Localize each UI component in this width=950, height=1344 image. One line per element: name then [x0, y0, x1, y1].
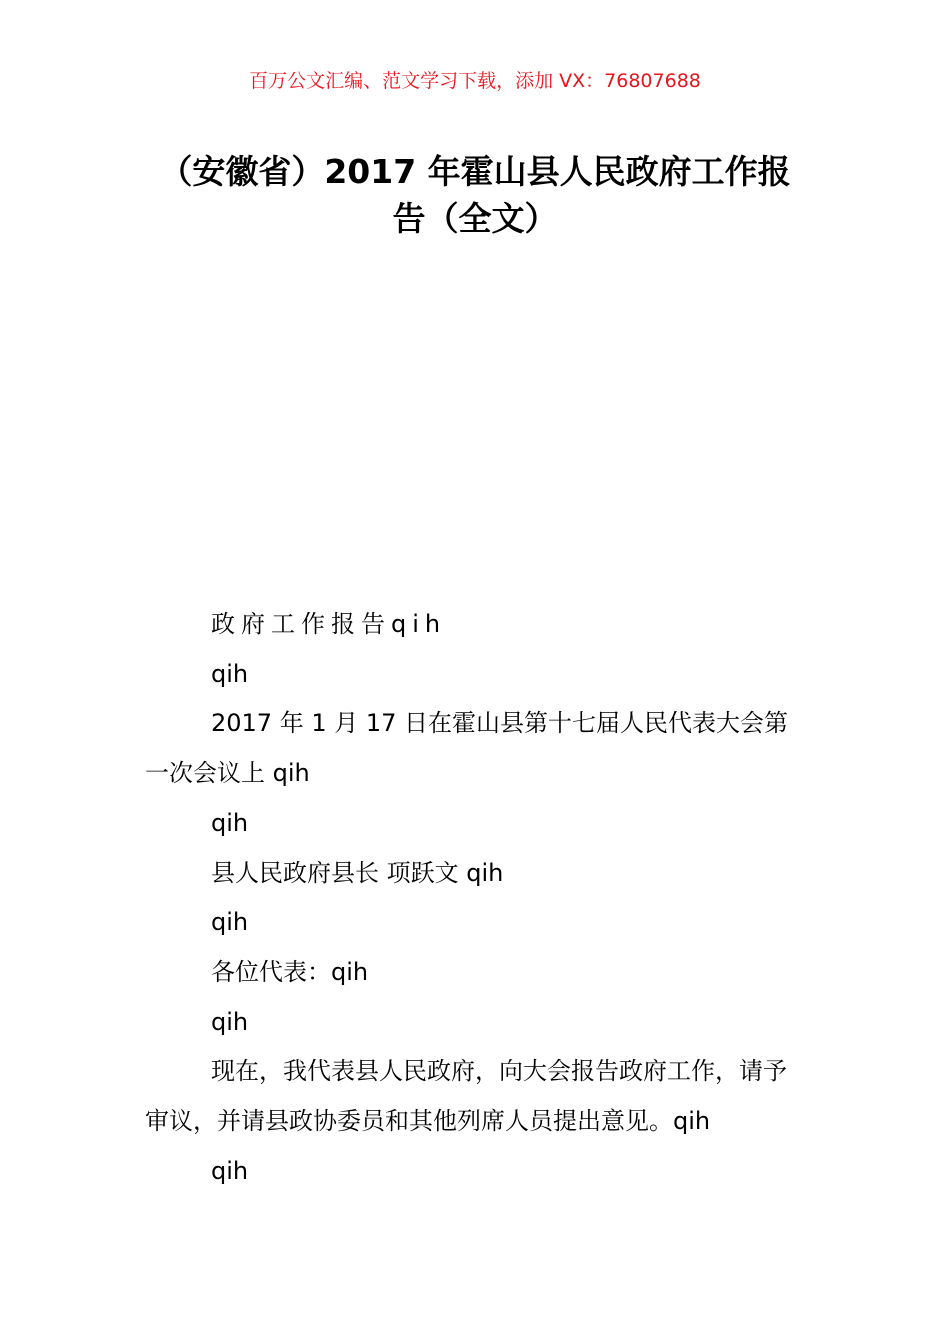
document-body — [145, 600, 807, 1196]
paragraph: qih — [211, 908, 249, 937]
header-banner: 百万公文汇编、范文学习下载，添加 VX：76807688 — [249, 70, 701, 92]
paragraph: qih — [211, 659, 249, 688]
paragraph-meeting-date: 2017 年 1 月 17 日在霍山县第十七届人民代表大会第一次会议上 qih — [145, 709, 789, 788]
document-title-line-1: （安徽省）2017 年霍山县人民政府工作报 — [159, 152, 791, 191]
document-title — [145, 148, 805, 242]
paragraph: qih — [211, 1156, 249, 1185]
document-title-line-2: 告（全文） — [392, 199, 558, 238]
paragraph-speaker: 县人民政府县长 项跃文 qih — [211, 858, 504, 887]
paragraph-opening: 现在，我代表县人民政府，向大会报告政府工作，请予审议，并请县政协委员和其他列席人员提出意见。qih — [145, 1057, 787, 1136]
paragraph: qih — [211, 808, 249, 837]
paragraph-report-heading: 政府工作报告qih — [211, 610, 447, 638]
paragraph: qih — [211, 1007, 249, 1036]
paragraph-salutation: 各位代表：qih — [211, 957, 369, 986]
